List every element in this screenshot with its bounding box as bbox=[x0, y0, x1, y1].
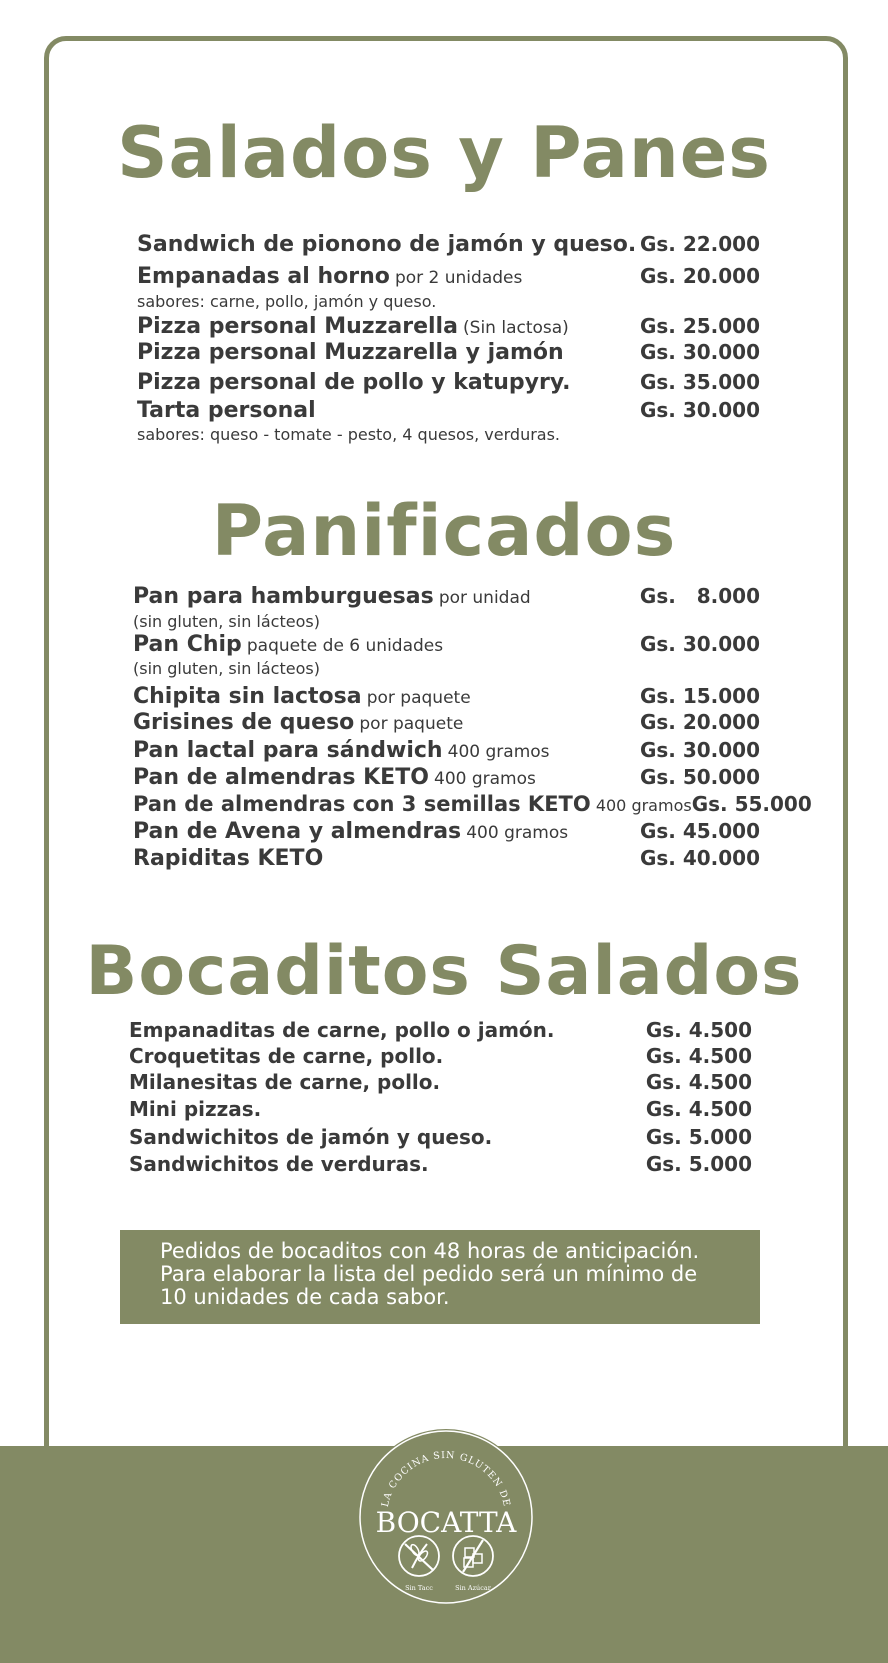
item-name: Tarta personal bbox=[137, 398, 316, 423]
item-name: Empanaditas de carne, pollo o jamón. bbox=[129, 1018, 555, 1042]
item-price: Gs. 5.000 bbox=[645, 1152, 752, 1176]
badge-label: Sin Tacc bbox=[405, 1584, 433, 1592]
menu-item bbox=[129, 1097, 752, 1121]
item-price: Gs. 20.000 bbox=[639, 710, 760, 734]
menu-item bbox=[137, 314, 760, 339]
notice-line: Para elaborar la lista del pedido será un mínimo de bbox=[160, 1262, 698, 1286]
item-name: Sandwichitos de verduras. bbox=[129, 1152, 429, 1176]
item-name: Pizza personal Muzzarella y jamón bbox=[137, 340, 564, 365]
item-price: Gs. 45.000 bbox=[639, 819, 760, 843]
menu-item bbox=[133, 846, 760, 871]
menu-item bbox=[129, 1152, 752, 1176]
item-price: Gs. 20.000 bbox=[639, 264, 760, 288]
item-name: Milanesitas de carne, pollo. bbox=[129, 1070, 441, 1094]
menu-item bbox=[129, 1018, 752, 1042]
menu-item bbox=[137, 232, 760, 257]
menu-item bbox=[133, 584, 760, 609]
item-note: 400 gramos bbox=[466, 823, 569, 843]
logo-arc-text: LA COCINA SIN GLUTEN DE bbox=[379, 1449, 513, 1509]
item-name: Pan de almendras con 3 semillas KETO bbox=[133, 792, 591, 816]
menu-item bbox=[133, 684, 760, 709]
item-price: Gs. 50.000 bbox=[639, 765, 760, 789]
bocatta-logo bbox=[357, 1428, 535, 1606]
section-title-bocaditos: Bocaditos Salados bbox=[85, 932, 803, 1011]
item-note: 400 gramos bbox=[447, 742, 550, 762]
menu-item bbox=[137, 340, 760, 365]
menu-item bbox=[137, 398, 760, 423]
item-name: Pan de Avena y almendras bbox=[133, 819, 462, 844]
item-name: Empanadas al horno bbox=[137, 264, 390, 289]
badge-label: Sin Azúcar bbox=[455, 1584, 491, 1592]
item-name: Rapiditas KETO bbox=[133, 846, 324, 871]
item-note: 400 gramos bbox=[595, 796, 692, 815]
section-title-panificados: Panificados bbox=[211, 490, 677, 572]
item-price: Gs. 30.000 bbox=[639, 398, 760, 422]
menu-item bbox=[129, 1070, 752, 1094]
item-name: Pan Chip bbox=[133, 632, 242, 657]
item-price: Gs. 25.000 bbox=[639, 314, 760, 338]
menu-item bbox=[133, 632, 760, 657]
item-name: Sandwichitos de jamón y queso. bbox=[129, 1125, 493, 1149]
item-name: Pizza personal Muzzarella bbox=[137, 314, 458, 339]
menu-item bbox=[133, 792, 812, 816]
item-sub: sabores: carne, pollo, jamón y queso. bbox=[137, 292, 437, 311]
item-price: Gs. 40.000 bbox=[639, 846, 760, 870]
item-price: Gs. 30.000 bbox=[639, 738, 760, 762]
item-name: Pizza personal de pollo y katupyry. bbox=[137, 370, 571, 395]
menu-item bbox=[133, 819, 760, 844]
menu-item bbox=[133, 765, 760, 790]
item-price: Gs. 30.000 bbox=[639, 340, 760, 364]
item-name: Pan de almendras KETO bbox=[133, 765, 429, 790]
item-price: Gs. 30.000 bbox=[639, 632, 760, 656]
item-note: paquete de 6 unidades bbox=[246, 636, 444, 656]
logo-brand: BOCATTA bbox=[375, 1506, 517, 1539]
menu-item bbox=[133, 738, 760, 763]
item-price: Gs. 15.000 bbox=[639, 684, 760, 708]
item-price: Gs. 4.500 bbox=[645, 1097, 752, 1121]
item-sub: sabores: queso - tomate - pesto, 4 quesos, verduras. bbox=[137, 425, 561, 444]
item-name: Pan para hamburguesas bbox=[133, 584, 434, 609]
item-name: Mini pizzas. bbox=[129, 1097, 262, 1121]
item-price: Gs. 22.000 bbox=[639, 232, 760, 256]
item-price: Gs. 55.000 bbox=[691, 792, 812, 816]
item-note: por 2 unidades bbox=[394, 268, 523, 288]
item-name: Pan lactal para sándwich bbox=[133, 738, 443, 763]
menu-item bbox=[137, 370, 760, 395]
item-note: por unidad bbox=[438, 588, 531, 608]
menu-item bbox=[133, 710, 760, 735]
menu-item bbox=[129, 1125, 752, 1149]
item-note: (Sin lactosa) bbox=[463, 318, 569, 338]
item-note: por paquete bbox=[359, 714, 464, 734]
menu-item bbox=[129, 1044, 752, 1068]
item-price: Gs. 8.000 bbox=[639, 584, 760, 608]
notice-line: Pedidos de bocaditos con 48 horas de anticipación. bbox=[160, 1239, 700, 1263]
item-note: 400 gramos bbox=[434, 769, 536, 789]
item-sub: (sin gluten, sin lácteos) bbox=[133, 612, 320, 631]
section-title-salados: Salados y Panes bbox=[117, 112, 771, 194]
item-note: por paquete bbox=[366, 688, 471, 708]
order-notice bbox=[120, 1230, 760, 1324]
menu-item bbox=[137, 264, 760, 289]
item-sub: (sin gluten, sin lácteos) bbox=[133, 659, 320, 678]
notice-line: 10 unidades de cada sabor. bbox=[160, 1285, 450, 1309]
item-name: Sandwich de pionono de jamón y queso. bbox=[137, 232, 637, 257]
item-name: Grisines de queso bbox=[133, 710, 355, 735]
item-price: Gs. 5.000 bbox=[645, 1125, 752, 1149]
item-name: Chipita sin lactosa bbox=[133, 684, 362, 709]
item-price: Gs. 4.500 bbox=[645, 1018, 752, 1042]
item-price: Gs. 35.000 bbox=[639, 370, 760, 394]
item-name: Croquetitas de carne, pollo. bbox=[129, 1044, 444, 1068]
item-price: Gs. 4.500 bbox=[645, 1070, 752, 1094]
item-price: Gs. 4.500 bbox=[645, 1044, 752, 1068]
